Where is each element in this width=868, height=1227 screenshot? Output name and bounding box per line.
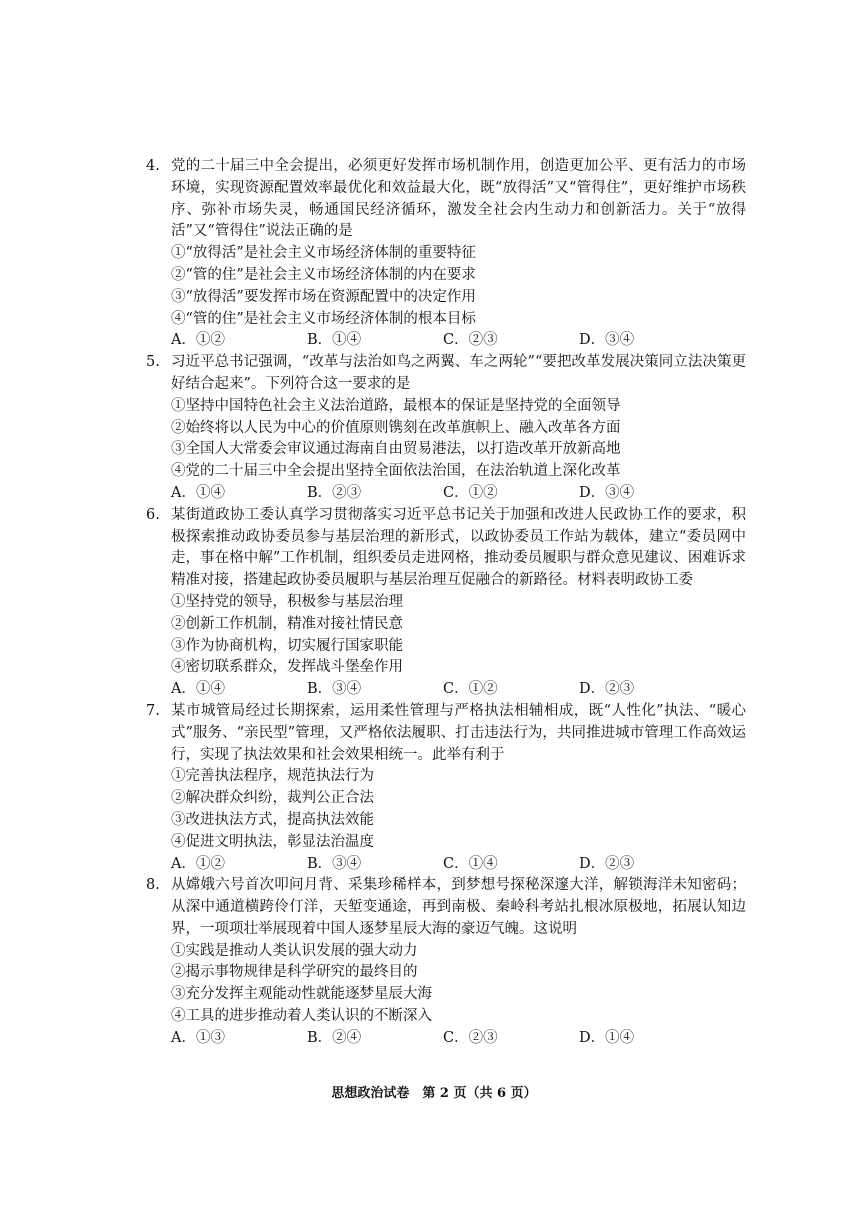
answer-choice: A．①④ <box>171 681 225 698</box>
answer-choices <box>146 483 746 505</box>
page-footer: 思想政治试卷 第 2 页（共 6 页） <box>331 1086 537 1101</box>
statement-option: ②揭示事物规律是科学研究的最终目的 <box>171 964 418 981</box>
answer-choice: A．①② <box>171 855 225 872</box>
answer-choice: B．②④ <box>307 1029 362 1046</box>
question-text: 某街道政协工委认真学习贯彻落实习近平总书记关于加强和改进人民政协工作的要求，积极探索推动政协委员参与基层治理的新形式，以政协委员工作站为载体，建立“委员网中走，事在格中解”工作机制，组织委员走进网格，推动委员履职与群众意见建议、困难诉求精准对接，搭建起政协委员履职与基层治理互促融合的新路径。材料表明政协工委 <box>171 506 746 589</box>
answer-choice: A．①③ <box>171 1029 225 1046</box>
question-text: 某市城管局经过长期探索，运用柔性管理与严格执法相辅相成，既“人性化”执法、“暖心式”服务、“亲民型”管理，又严格依法履职、打击违法行为，共同推进城市管理工作高效运行，实现了执法效果和社会效果相统一。此举有利于 <box>171 702 746 763</box>
question-number: 4. <box>146 158 160 174</box>
answer-choice: A．①② <box>171 332 225 349</box>
question-number: 6. <box>146 506 160 523</box>
question-number: 8. <box>146 877 160 894</box>
question-stem <box>146 505 746 592</box>
answer-choice: C．②③ <box>443 332 498 349</box>
answer-choice: B．①④ <box>307 332 362 349</box>
question-stem <box>146 875 746 940</box>
statement-option: ④“管的住”是社会主义市场经济体制的根本目标 <box>171 310 476 327</box>
answer-choice: A．①④ <box>171 484 225 501</box>
question-stem <box>146 156 746 243</box>
statement-option: ②“管的住”是社会主义市场经济体制的内在要求 <box>171 266 476 283</box>
question-item <box>146 505 746 701</box>
statement-option: ①“放得活”是社会主义市场经济体制的重要特征 <box>171 245 476 262</box>
statement-option: ①实践是推动人类认识发展的强大动力 <box>171 942 418 959</box>
answer-choice: C．①④ <box>443 855 498 872</box>
statement-option: ①坚持党的领导，积极参与基层治理 <box>171 593 403 610</box>
question-number: 5. <box>146 354 160 371</box>
answer-choices <box>146 1028 746 1050</box>
statement-option: ①完善执法程序，规范执法行为 <box>171 768 374 785</box>
statement-option: ④密切联系群众，发挥战斗堡垒作用 <box>171 659 403 676</box>
statement-option: ③作为协商机构，切实履行国家职能 <box>171 637 403 654</box>
question-item <box>146 156 746 352</box>
question-stem <box>146 352 746 396</box>
answer-choice: C．②③ <box>443 1029 498 1046</box>
question-number: 7. <box>146 702 160 719</box>
answer-choices <box>146 330 746 352</box>
question-text: 习近平总书记强调，“改革与法治如鸟之两翼、车之两轮”“要把改革发展决策同立法决策更好结合起来”。下列符合这一要求的是 <box>171 354 746 392</box>
answer-choice: D．③④ <box>579 484 635 501</box>
statement-option: ②始终将以人民为中心的价值原则镌刻在改革旗帜上、融入改革各方面 <box>171 419 621 436</box>
statement-option: ③全国人大常委会审议通过海南自由贸易港法，以打造改革开放新高地 <box>171 441 621 458</box>
answer-choices <box>146 854 746 876</box>
answer-choice: D．③④ <box>579 332 635 349</box>
statement-option: ④促进文明执法，彰显法治温度 <box>171 833 374 850</box>
answer-choice: D．②③ <box>579 855 635 872</box>
question-item <box>146 701 746 875</box>
statement-option: ②解决群众纠纷，裁判公正合法 <box>171 790 374 807</box>
question-stem <box>146 701 746 766</box>
statement-option: ①坚持中国特色社会主义法治道路，最根本的保证是坚持党的全面领导 <box>171 397 621 414</box>
question-text: 党的二十届三中全会提出，必须更好发挥市场机制作用，创造更加公平、更有活力的市场环境，实现资源配置效率最优化和效益最大化，既“放得活”又“管得住”，更好维护市场秩序、弥补市场失灵，畅通国民经济循环，激发全社会内生动力和创新活力。关于“放得活”又“管得住”说法正确的是 <box>171 158 746 240</box>
answer-choice: D．①④ <box>579 1029 635 1046</box>
statement-option: ③改进执法方式，提高执法效能 <box>171 811 374 828</box>
answer-choice: B．③④ <box>307 855 362 872</box>
answer-choices <box>146 679 746 701</box>
statement-option: ④工具的进步推动着人类认识的不断深入 <box>171 1008 432 1025</box>
question-list <box>146 156 746 1050</box>
answer-choice: B．②③ <box>307 484 362 501</box>
question-text: 从嫦娥六号首次叩问月背、采集珍稀样本，到梦想号探秘深邃大洋，解锁海洋未知密码；从深中通道横跨伶仃洋，天堑变通途，再到南极、秦岭科考站扎根冰原极地，拓展认知边界，一项项壮举展现着中国人逐梦星辰大海的豪迈气魄。这说明 <box>171 877 746 937</box>
statement-option: ④党的二十届三中全会提出坚持全面依法治国，在法治轨道上深化改革 <box>171 463 621 480</box>
answer-choice: D．②③ <box>579 681 635 698</box>
statement-option: ②创新工作机制，精准对接社情民意 <box>171 615 403 632</box>
statement-option: ③“放得活”要发挥市场在资源配置中的决定作用 <box>171 288 476 305</box>
answer-choice: B．③④ <box>307 681 362 698</box>
question-item <box>146 352 746 505</box>
answer-choice: C．①② <box>443 681 498 698</box>
statement-option: ③充分发挥主观能动性就能逐梦星辰大海 <box>171 986 432 1003</box>
question-item <box>146 875 746 1049</box>
answer-choice: C．①② <box>443 484 498 501</box>
